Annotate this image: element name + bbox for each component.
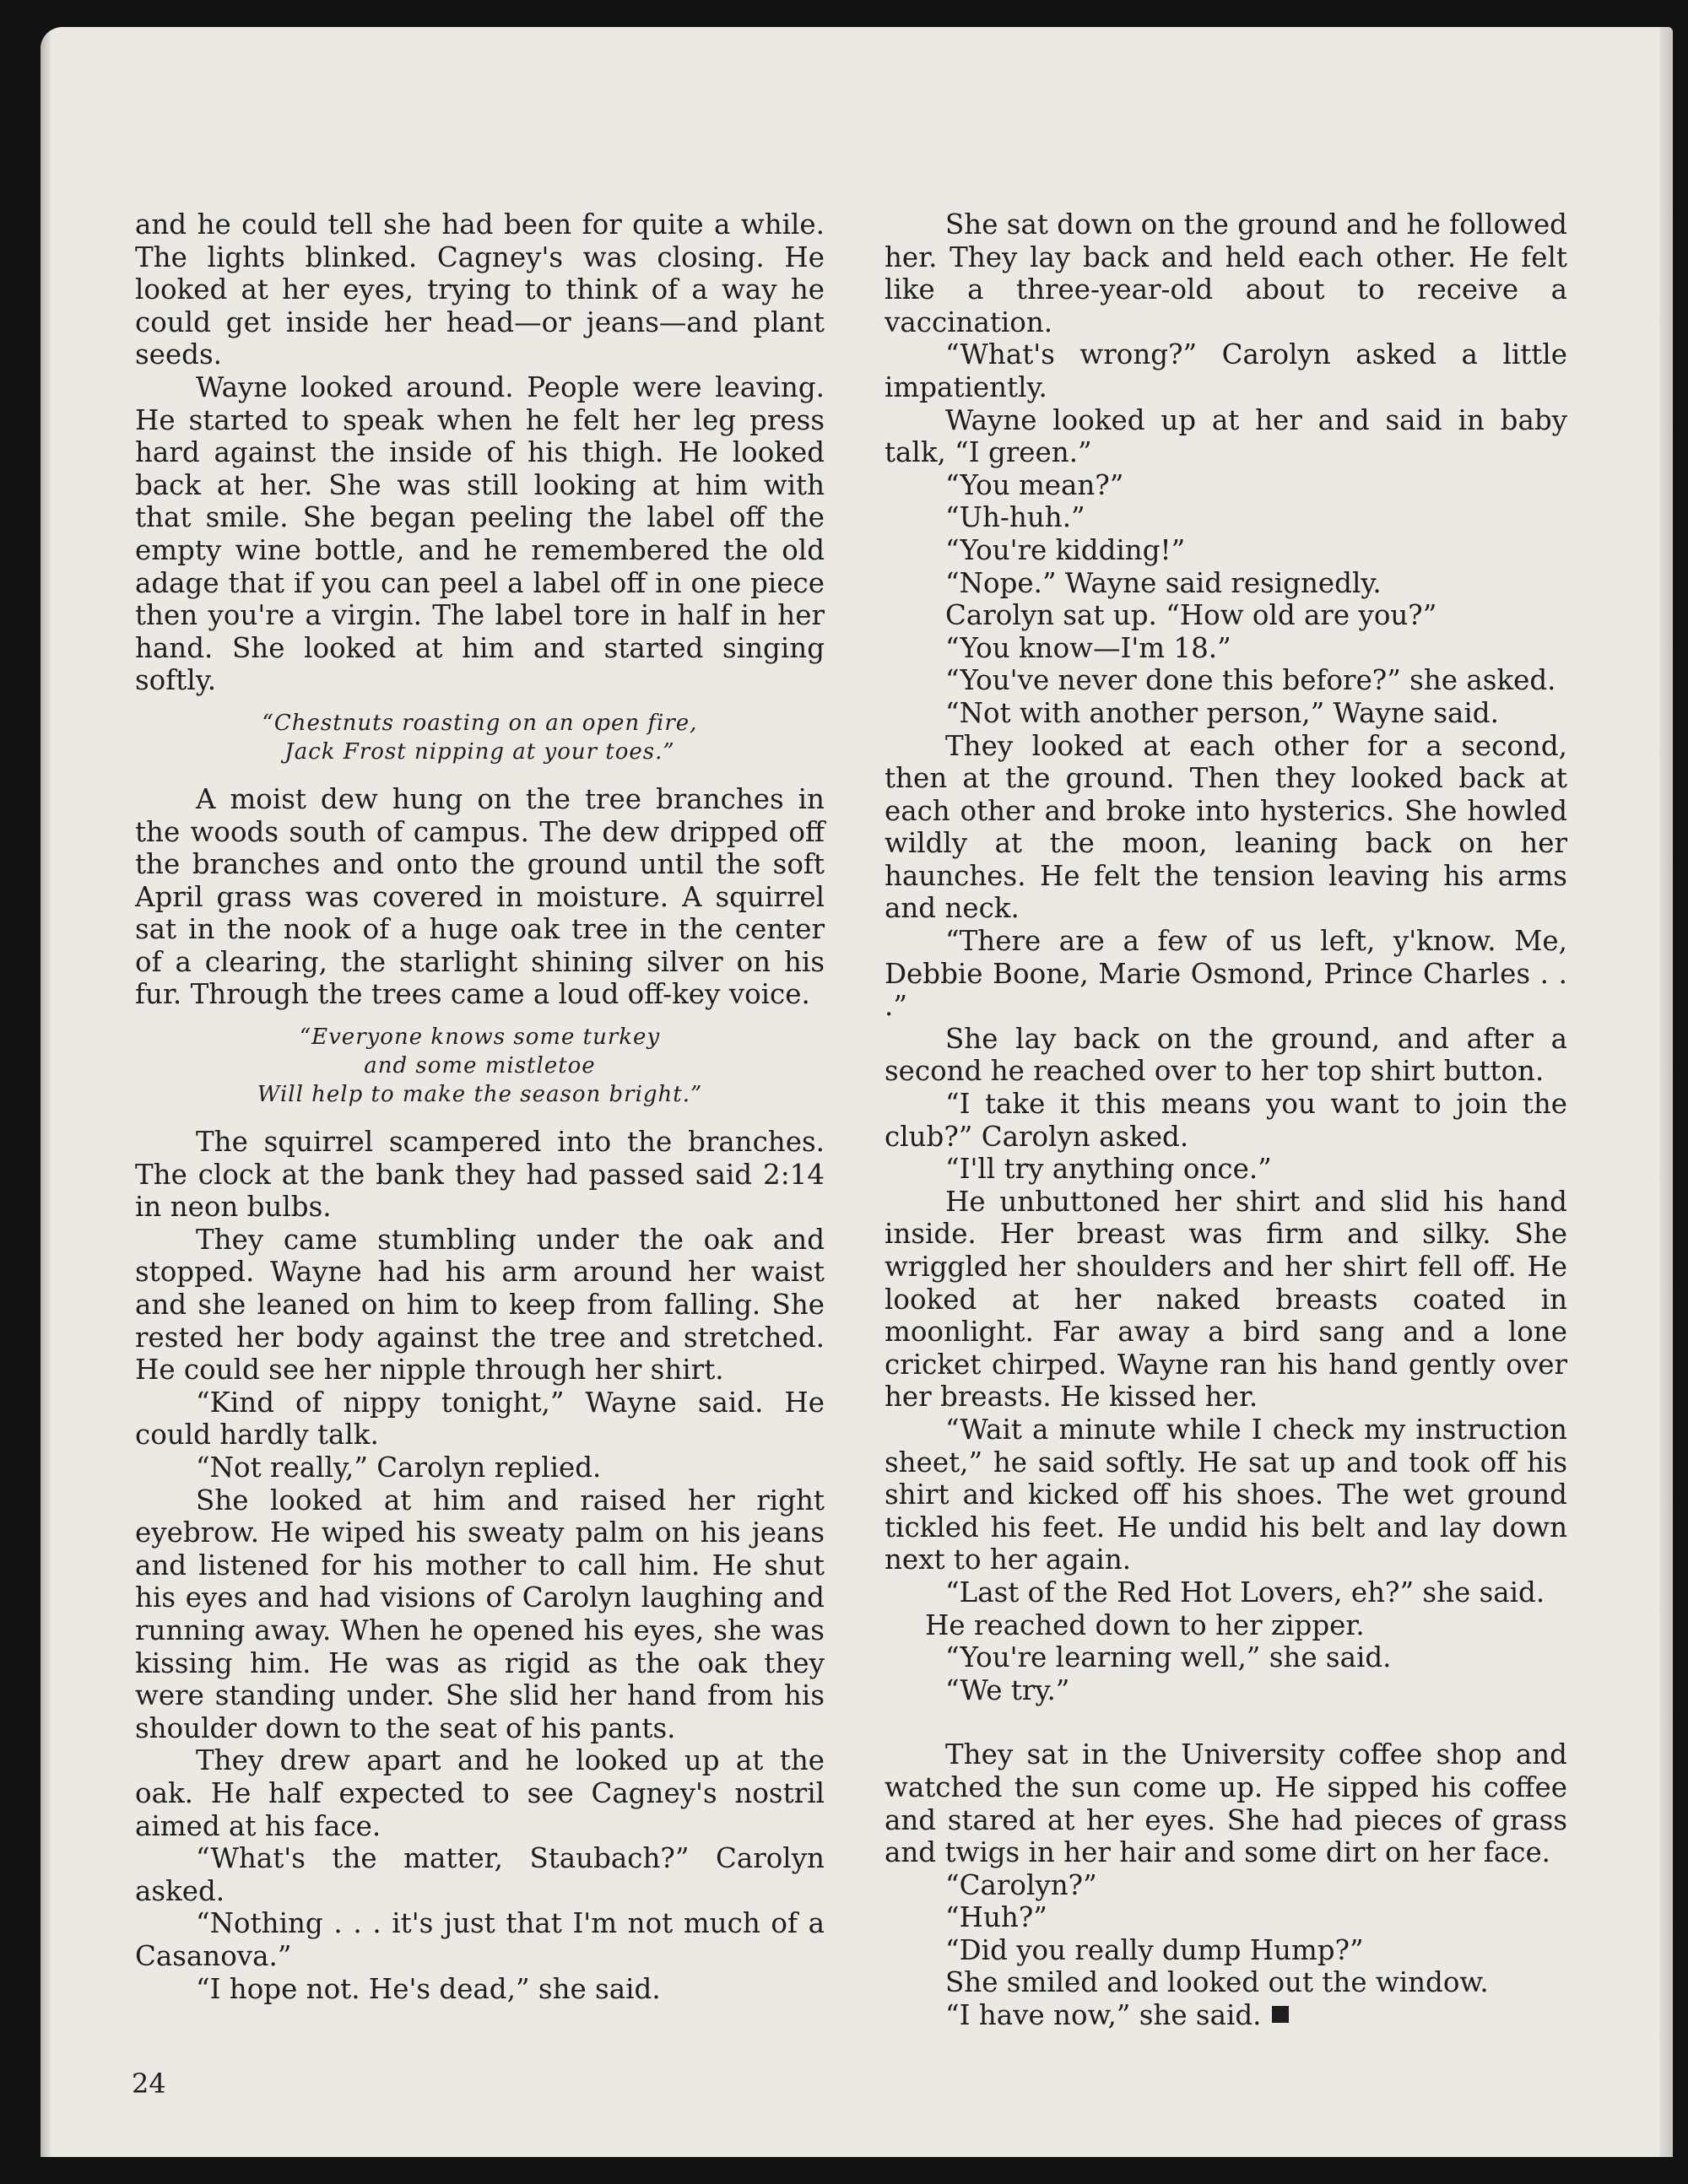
paragraph: Wayne looked up at her and said in baby talk, “I green.”	[885, 403, 1567, 469]
paragraph: “We try.”	[945, 1673, 1070, 1706]
paragraph: “Not really,” Carolyn replied.	[196, 1451, 602, 1484]
paragraph: They came stumbling under the oak and stopped. Wayne had his arm around her waist and she leaned on him to keep from falling. She rested her body against the tree and stretched. He could see her nipple through her shirt.	[135, 1223, 825, 1387]
magazine-page	[41, 27, 1673, 2157]
paragraph: She looked at him and raised her right eyebrow. He wiped his sweaty palm on his jeans and listened for his mother to call him. He shut his eyes and had visions of Carolyn laughing and running away. When he opened his eyes, she was kissing him. He was as rigid as the oak they were standing under. She slid her hand from his shoulder down to the seat of his pants.	[135, 1484, 825, 1744]
paragraph: “Nothing . . . it's just that I'm not much of a Casanova.”	[135, 1907, 825, 1972]
paragraph: “Huh?”	[945, 1901, 1047, 1934]
closing-line: “I have now,” she said.	[945, 1999, 1262, 2032]
left-text-column	[135, 208, 825, 2005]
paragraph: They sat in the University coffee shop and watched the sun come up. He sipped his coffee and stared at her eyes. She had pieces of grass and twigs in her hair and some dirt on her face.	[885, 1738, 1567, 1869]
lyric-line: “Chestnuts roasting on an open fire,	[262, 710, 698, 736]
song-lyrics	[135, 1023, 825, 1109]
paragraph: He unbuttoned her shirt and slid his hand inside. Her breast was firm and silky. She wriggled her shoulders and her shirt fell off. He looked at her naked breasts coated in moonlight. Far away a bird sang and a lone cricket chirped. Wayne ran his hand gently over her breasts. He kissed her.	[885, 1185, 1567, 1414]
paragraph: “Kind of nippy tonight,” Wayne said. He could hardly talk.	[135, 1386, 825, 1451]
paragraph: They drew apart and he looked up at the oak. He half expected to see Cagney's nostril aimed at his face.	[135, 1744, 825, 1842]
paragraph: He reached down to her zipper.	[925, 1608, 1365, 1641]
paragraph: “I take it this means you want to join the club?” Carolyn asked.	[885, 1088, 1567, 1153]
paragraph: They looked at each other for a second, then at the ground. Then they looked back at each other and broke into hysterics. She howled wildly at the moon, leaning back on her haunches. He felt the tension leaving his arms and neck.	[885, 729, 1567, 925]
paragraph: Carolyn sat up. “How old are you?”	[945, 599, 1437, 632]
paragraph: “I'll try anything once.”	[945, 1153, 1272, 1186]
paragraph: “Not with another person,” Wayne said.	[945, 696, 1499, 729]
paragraph: “You've never done this before?” she asked.	[945, 664, 1556, 697]
paragraph: “I hope not. He's dead,” she said.	[196, 1972, 661, 2005]
end-mark-icon	[1272, 2006, 1289, 2023]
paragraph: “Last of the Red Hot Lovers, eh?” she said.	[945, 1576, 1545, 1608]
paragraph: “What's the matter, Staubach?” Carolyn asked.	[135, 1842, 825, 1907]
paragraph: “Wait a minute while I check my instruction sheet,” he said softly. He sat up and took off his shirt and kicked off his shoes. The wet ground tickled his feet. He undid his belt and lay down next to her again.	[885, 1413, 1567, 1576]
lyric-line: Jack Frost nipping at your toes.”	[284, 738, 675, 765]
paragraph: Wayne looked around. People were leaving. He started to speak when he felt her leg press hard against the inside of his thigh. He looked back at her. She was still looking at him with that smile. She began peeling the label off the empty wine bottle, and he remembered the old adage that if you can peel a label off in one piece then you're a virgin. The label tore in half in her hand. She looked at him and started singing softly.	[135, 370, 825, 697]
paragraph: “You know—I'm 18.”	[945, 631, 1231, 664]
page-number: 24	[132, 2068, 166, 2100]
page-spine-shadow	[41, 27, 51, 2157]
paragraph: “Carolyn?”	[945, 1868, 1097, 1901]
paragraph: The squirrel scampered into the branches. The clock at the bank they had passed said 2:14 in neon bulbs.	[135, 1126, 825, 1224]
paragraph: “What's wrong?” Carolyn asked a little impatiently.	[885, 338, 1567, 403]
paragraph: A moist dew hung on the tree branches in the woods south of campus. The dew dripped off the branches and onto the ground until the soft April grass was covered in moisture. A squirrel sat in the nook of a huge oak tree in the center of a clearing, the starlight shining silver on his fur. Through the trees came a loud off-key voice.	[135, 782, 825, 1011]
lyric-line: Will help to make the season bright.”	[257, 1082, 703, 1108]
song-lyrics	[135, 709, 825, 766]
lyric-line: “Everyone knows some turkey	[299, 1024, 661, 1051]
paragraph: “You're learning well,” she said.	[945, 1641, 1392, 1674]
paragraph: She lay back on the ground, and after a second he reached over to her top shirt button.	[885, 1022, 1567, 1088]
paragraph: and he could tell she had been for quite a while. The lights blinked. Cagney's was closing. He looked at her eyes, trying to think of a way he could get inside her head—or jeans—and plant seeds.	[135, 208, 825, 371]
lyric-line: and some mistletoe	[364, 1053, 596, 1079]
paragraph: “Nope.” Wayne said resignedly.	[945, 566, 1382, 599]
right-text-column	[885, 208, 1567, 2032]
paragraph: “Uh-huh.”	[945, 501, 1085, 534]
paragraph: “You're kidding!”	[945, 533, 1186, 566]
paragraph: “There are a few of us left, y'know. Me, Debbie Boone, Marie Osmond, Prince Charles . . .”	[885, 925, 1567, 1023]
paragraph: “You mean?”	[945, 468, 1124, 501]
paragraph: She sat down on the ground and he followed her. They lay back and held each other. He felt like a three-year-old about to receive a vaccination.	[885, 208, 1567, 338]
paragraph: “Did you really dump Hump?”	[945, 1933, 1364, 1966]
paragraph	[885, 1999, 1567, 2032]
section-break	[885, 1706, 1567, 1738]
page-edge	[1659, 27, 1673, 2157]
paragraph: She smiled and looked out the window.	[945, 1966, 1489, 1999]
